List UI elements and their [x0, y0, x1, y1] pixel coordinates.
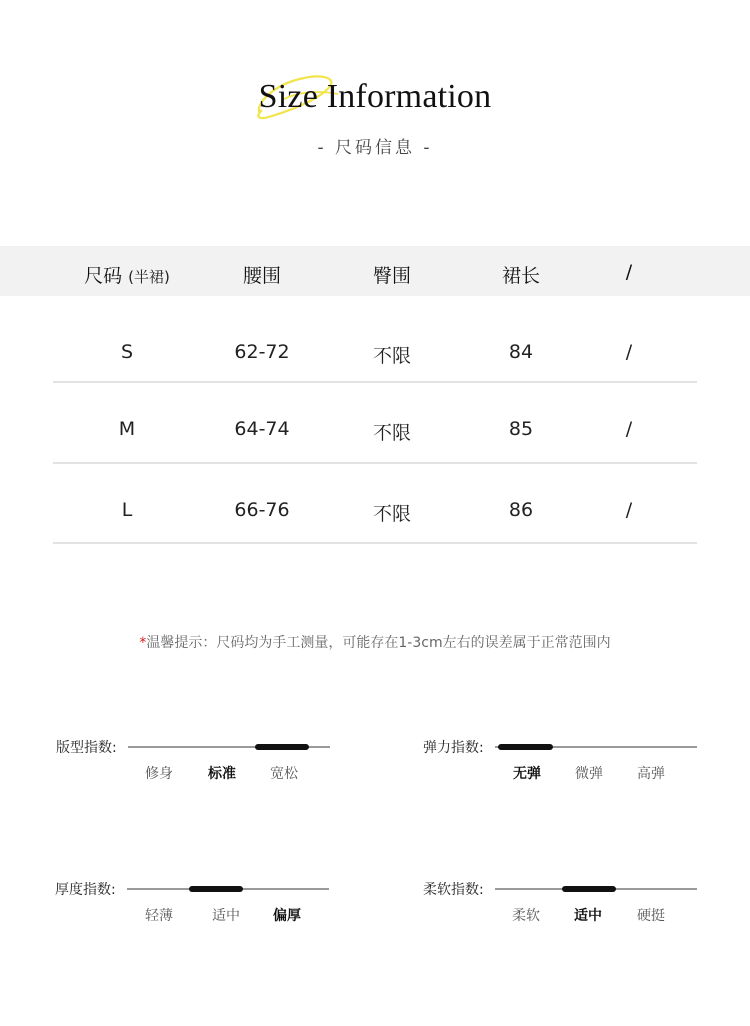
softness-option-medium: 适中 [574, 908, 602, 924]
fit-option-standard: 标准 [208, 766, 236, 782]
cell-hip: 不限 [372, 503, 412, 525]
thickness-option-thin: 轻薄 [145, 908, 173, 924]
header-hip: 臀围 [372, 265, 412, 287]
cell-length: 84 [508, 341, 534, 363]
cell-waist: 64-74 [234, 418, 290, 440]
fit-gauge-label: 版型指数: [56, 740, 117, 756]
softness-gauge-label: 柔软指数: [423, 882, 484, 898]
row-divider [53, 381, 697, 383]
cell-size: L [121, 499, 133, 521]
cell-extra: / [625, 418, 633, 440]
page-title: Size Information [258, 78, 492, 115]
cell-waist: 62-72 [234, 341, 290, 363]
thickness-gauge-label: 厚度指数: [55, 882, 116, 898]
cell-size: M [118, 418, 136, 440]
fit-option-slim: 修身 [145, 766, 173, 782]
thickness-gauge [55, 882, 355, 948]
thickness-gauge-indicator [189, 886, 243, 892]
thickness-option-medium: 适中 [212, 908, 240, 924]
elasticity-gauge-indicator [498, 744, 553, 750]
note-asterisk: * [139, 635, 147, 651]
elasticity-gauge [423, 740, 723, 806]
measurement-note [0, 632, 750, 652]
cell-extra: / [625, 341, 633, 363]
fit-gauge-indicator [255, 744, 309, 750]
cell-hip: 不限 [372, 345, 412, 367]
thickness-option-thick: 偏厚 [273, 908, 301, 924]
cell-extra: / [625, 499, 633, 521]
softness-gauge [423, 882, 723, 948]
elasticity-option-none: 无弹 [513, 766, 541, 782]
fit-option-loose: 宽松 [270, 766, 298, 782]
row-divider [53, 542, 697, 544]
page-subtitle: - 尺码信息 - [317, 138, 433, 158]
elasticity-option-slight: 微弹 [575, 766, 603, 782]
row-divider [53, 462, 697, 464]
table-row [0, 418, 750, 498]
cell-length: 85 [508, 418, 534, 440]
header-extra: / [625, 261, 633, 283]
cell-size: S [120, 341, 134, 363]
softness-gauge-indicator [562, 886, 616, 892]
cell-hip: 不限 [372, 422, 412, 444]
fit-gauge [56, 740, 356, 806]
header-size-label: 尺码 [84, 265, 123, 287]
table-row [0, 499, 750, 579]
header-size-sub: (半裙) [128, 268, 170, 286]
header-waist: 腰围 [242, 265, 282, 287]
cell-length: 86 [508, 499, 534, 521]
header-size [84, 261, 170, 288]
note-text: 温馨提示：尺码均为手工测量，可能存在1-3cm左右的误差属于正常范围内 [146, 635, 611, 651]
elasticity-option-high: 高弹 [637, 766, 665, 782]
softness-option-stiff: 硬挺 [637, 908, 665, 924]
elasticity-gauge-label: 弹力指数: [423, 740, 484, 756]
softness-option-soft: 柔软 [512, 908, 540, 924]
cell-waist: 66-76 [234, 499, 290, 521]
header-length: 裙长 [501, 265, 541, 287]
size-table-header [0, 246, 750, 296]
